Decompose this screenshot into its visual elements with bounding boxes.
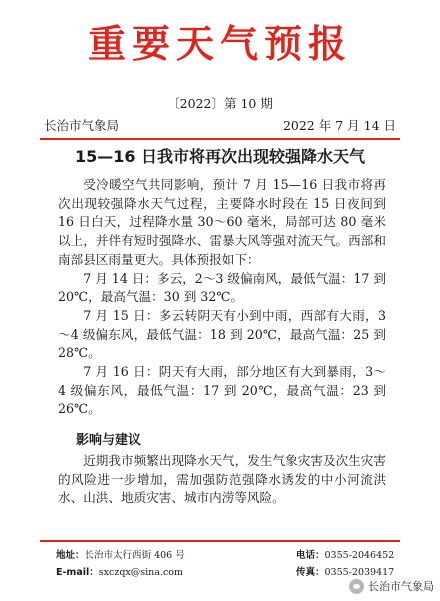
advice-body: [58, 452, 386, 508]
fax-label: 传真：: [296, 567, 325, 578]
advice-paragraph: 近期我市频繁出现降水天气，发生气象灾害及次生灾害的风险进一步增加，需加强防范强降水诱发的中小河流洪水、山洪、地质灾害、城市内涝等风险。: [58, 453, 386, 506]
document-title: 重要天气预报: [87, 22, 352, 66]
account-watermark: [349, 577, 434, 595]
footer-divider: [40, 540, 400, 542]
address-label: 地址：: [56, 550, 85, 561]
forecast-day-2: 7 月 15 日：多云转阴天有小到中雨，西部有大雨，3～4 级偏东风，最低气温：18 到 20℃，最高气温：25 到 28℃。: [58, 307, 386, 361]
phone-label: 电话：: [296, 550, 325, 561]
address-line: [56, 548, 185, 564]
header-divider: [40, 138, 400, 140]
phone-line: [296, 548, 394, 564]
issue-date: 2022 年 7 月 14 日: [282, 118, 396, 133]
email-label: E-mail：: [56, 567, 99, 578]
email-line: [56, 565, 183, 581]
wechat-icon: [349, 579, 364, 594]
contact-footer: [56, 548, 396, 582]
fax-value: 0355-2039417: [324, 567, 395, 578]
intro-paragraph: 受冷暖空气共同影响，预计 7 月 15—16 日我市将再次出现较强降水天气过程，主要降水时段在 15 日夜间到 16 日白天，过程降水量 30～60 毫米，局部可达 80 毫米以上，并伴有短时强降水、雷暴大风等强对流天气。西部和南部县区雨量更大。具体预报如下：: [58, 177, 386, 267]
forecast-day-3: 7 月 16 日：阴天有大雨，部分地区有大到暴雨，3～4 级偏东风，最低气温：17 到 20℃，最高气温：23 到 26℃。: [58, 364, 386, 417]
advice-heading: 影响与建议: [76, 433, 142, 448]
issuer-name: 长治市气象局: [44, 118, 120, 133]
phone-value: 0355-2046452: [324, 550, 395, 561]
forecast-body: [58, 176, 386, 419]
headline: 15—16 日我市将再次出现较强降水天气: [74, 147, 366, 166]
issue-number: 〔2022〕第 10 期: [167, 96, 273, 111]
email-value[interactable]: sxczqx@sina.com: [98, 567, 184, 578]
address-value: 长治市太行西街 406 号: [84, 550, 185, 561]
watermark-text: 长治市气象局: [368, 580, 434, 593]
issuer-date-row: [40, 118, 400, 134]
forecast-day-1: 7 月 14 日：多云，2～3 级偏南风，最低气温：17 到 20℃，最高气温：30 到 32℃。: [58, 270, 386, 305]
